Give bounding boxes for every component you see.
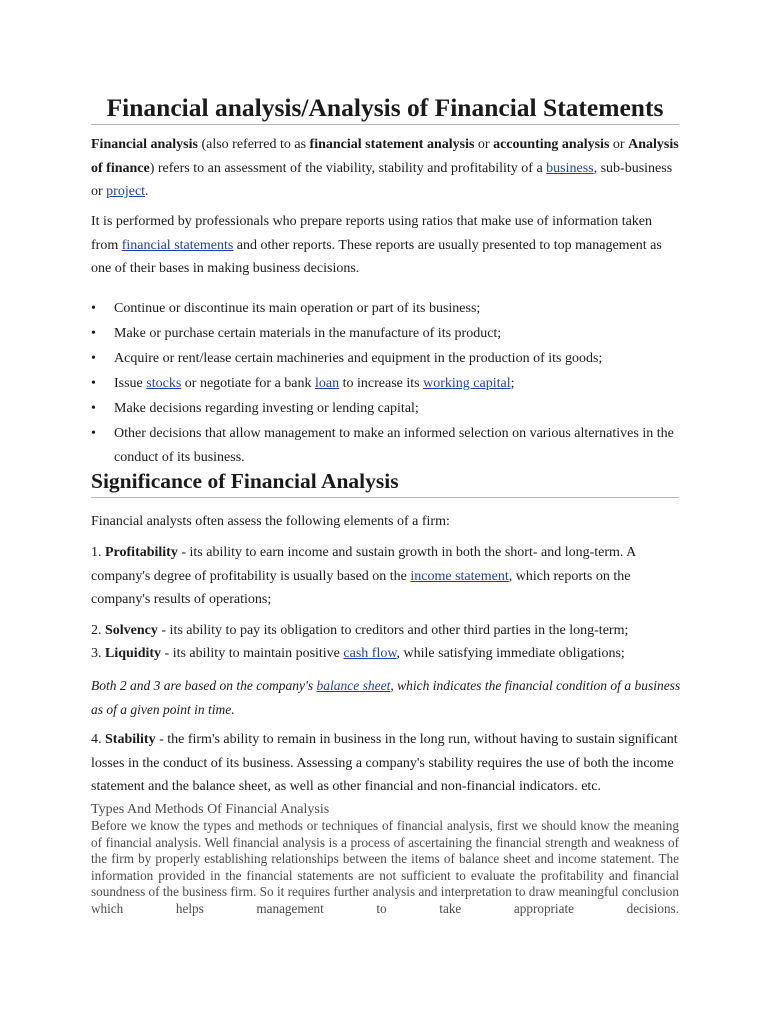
section-heading: Significance of Financial Analysis <box>91 469 399 493</box>
performed-text: It is performed by professionals who prepare reports using ratios that make use of information taken from <box>91 214 653 253</box>
list-item: • Continue or discontinue its main operation or part of its business; <box>91 297 681 321</box>
list-item <box>91 372 681 396</box>
types-title: Types And Methods Of Financial Analysis <box>91 802 330 817</box>
point-text: , while satisfying immediate obligations; <box>396 646 625 661</box>
point-solvency <box>91 619 681 643</box>
point-number: 3. <box>91 646 105 661</box>
point-text: - the firm's ability to remain in business in the long run, without having to sustain significant losses in the conduct of its business. Assessing a company's stability requires the use of both the income statement and the balance sheet, as well as other financial and non-financial indicators. etc. <box>91 732 678 794</box>
point-profitability <box>91 541 681 612</box>
note-text: Both 2 and 3 are based on the company's <box>91 678 317 693</box>
intro-text: ) refers to an assessment of the viability, stability and profitability of a <box>149 160 547 176</box>
decision-list <box>91 297 681 471</box>
title-divider <box>91 124 679 125</box>
list-item: • Other decisions that allow management to make an informed selection on various alternatives in the conduct of its business. <box>91 422 681 469</box>
point-number: 2. <box>91 623 105 638</box>
point-text: - its ability to maintain positive <box>161 646 344 661</box>
link-balance-sheet[interactable]: balance sheet <box>316 678 391 693</box>
page-title: Financial analysis/Analysis of Financial Statements <box>106 93 664 122</box>
link-financial-statements[interactable]: financial statements <box>121 237 234 253</box>
term-analysis-of-finance: Analysis of finance <box>91 137 679 176</box>
performed-text: and other reports. These reports are usually presented to top management as one of their bases in making business decisions. <box>91 237 662 276</box>
link-working-capital[interactable]: working capital <box>423 376 511 391</box>
term-financial-analysis: Financial analysis <box>91 137 198 152</box>
point-term: Stability <box>105 732 156 747</box>
link-loan[interactable]: loan <box>315 376 340 391</box>
point-text: , which reports on the company's results of operations; <box>91 568 631 607</box>
note-text: , which indicates the financial condition of a business as of a given point in time. <box>91 678 681 717</box>
list-item: • Acquire or rent/lease certain machineries and equipment in the production of its goods; <box>91 347 681 371</box>
link-cash-flow[interactable]: cash flow <box>343 646 397 661</box>
point-term: Solvency <box>105 623 158 638</box>
link-project[interactable]: project <box>106 184 146 199</box>
list-item: • Make decisions regarding investing or lending capital; <box>91 397 681 421</box>
link-stocks[interactable]: stocks <box>146 376 182 391</box>
list-item-text: to increase its <box>339 376 424 391</box>
point-number: 4. <box>91 732 105 747</box>
intro-paragraph <box>91 133 681 204</box>
list-item: • Make or purchase certain materials in the manufacture of its product; <box>91 322 681 346</box>
balance-sheet-note <box>91 674 681 721</box>
list-item-text: Issue <box>114 376 147 391</box>
point-stability <box>91 728 681 799</box>
section-divider <box>91 497 679 498</box>
link-income-statement[interactable]: income statement <box>410 568 509 584</box>
list-item-text: or negotiate for a bank <box>181 376 316 391</box>
performed-paragraph <box>91 210 681 281</box>
intro-text: , sub-business or <box>91 160 673 199</box>
intro-text: or <box>609 137 629 152</box>
intro-text: . <box>145 184 149 199</box>
link-business[interactable]: business <box>546 160 594 176</box>
point-number: 1. <box>91 545 105 560</box>
list-item-text: ; <box>510 376 515 391</box>
point-term: Liquidity <box>105 646 162 661</box>
point-text: - its ability to pay its obligation to creditors and other third parties in the long-term; <box>157 623 629 638</box>
point-text: - its ability to earn income and sustain growth in both the short- and long-term. A company's degree of profitability is usually based on the <box>91 545 636 584</box>
point-term: Profitability <box>105 545 178 560</box>
term-accounting-analysis: accounting analysis <box>493 137 610 152</box>
intro-text: or <box>474 137 494 152</box>
significance-lead: Financial analysts often assess the following elements of a firm: <box>91 514 450 529</box>
types-paragraph: Before we know the types and methods or techniques of financial analysis, first we should know the meaning of financial analysis. Well financial analysis is a process of ascertaining the financial strength and weakness of the firm by properly establishing relationships between the items of balance sheet and income statement. The information provided in the financial statements are not sufficient to evaluate the profitability and financial soundness of the business firm. So it requires further analysis and interpretation to draw meaningful conclusion which helps management to take appropriate decisions. <box>91 818 679 916</box>
point-liquidity <box>91 642 681 666</box>
term-fsa: financial statement analysis <box>309 137 475 152</box>
intro-text: (also referred to as <box>197 137 310 152</box>
